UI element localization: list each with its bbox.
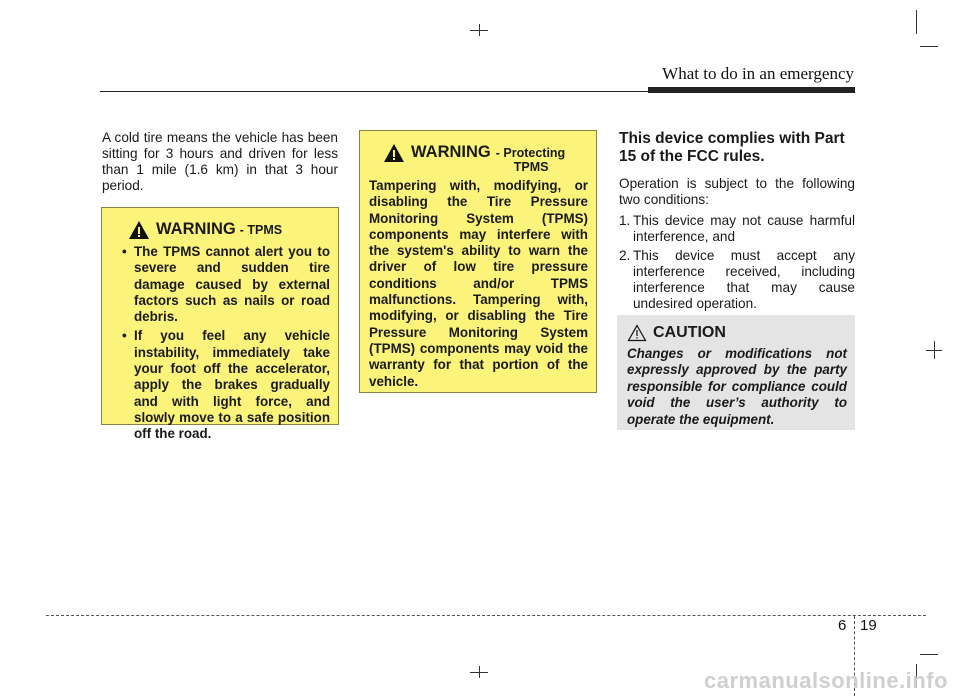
caution-text: Changes or modifications not expressly approved by the party responsible for compliance could void the user’s authority to operate the equipment. bbox=[627, 346, 847, 427]
warning-label: WARNING bbox=[411, 143, 491, 161]
fcc-heading: This device complies with Part 15 of the FCC rules. bbox=[619, 130, 845, 165]
warning-triangle-icon bbox=[383, 143, 405, 163]
list-item: • The TPMS cannot alert you to severe and sudden tire damage caused by external factors such as nails or road debris. bbox=[122, 244, 330, 325]
list-item: • If you feel any vehicle instability, immediately take your foot off the accelerator, apply the brakes gradually and with light force, and slowly move to a safe position off the road. bbox=[122, 328, 330, 442]
warning-label: WARNING bbox=[156, 220, 236, 238]
fcc-conditions-list bbox=[619, 213, 855, 312]
warning-subtitle: - TPMS bbox=[239, 223, 283, 237]
crop-mark bbox=[920, 46, 938, 47]
crop-mark bbox=[470, 672, 488, 673]
warning-subtitle: - Protecting TPMS bbox=[495, 146, 566, 174]
footer-rule bbox=[46, 615, 926, 616]
warning-tpms-list bbox=[112, 244, 330, 443]
warning-protecting-header bbox=[383, 143, 588, 174]
list-item: 2. This device must accept any interference received, including interference that may cause undesired operation. bbox=[619, 248, 855, 311]
cold-tire-paragraph: A cold tire means the vehicle has been sitting for 3 hours and driven for less than 1 mile (1.6 km) in that 3 hour period. bbox=[102, 130, 338, 193]
warning-triangle-icon bbox=[128, 220, 150, 240]
crop-mark bbox=[916, 10, 917, 34]
caution-label: CAUTION bbox=[653, 324, 726, 341]
list-item: 1. This device may not cause harmful interference, and bbox=[619, 213, 855, 244]
fcc-intro: Operation is subject to the following two conditions: bbox=[619, 176, 855, 207]
watermark: carmanualsonline.info bbox=[704, 668, 948, 693]
warning-tpms-box bbox=[101, 207, 339, 442]
header-rule-accent bbox=[648, 87, 855, 93]
warning-tpms-header bbox=[128, 220, 330, 240]
caution-header bbox=[627, 324, 847, 342]
fcc-section bbox=[619, 130, 855, 312]
warning-protecting-text: Tampering with, modifying, or disabling the Tire Pressure Monitoring System (TPMS) components may interfere with the system's ability to warn the driver of low tire pressure conditions and/or TPMS malfunctions. Tampering with, modifying, or disabling the Tire Pressure Monitoring System (TPMS) components may void the warranty for that portion of the vehicle. bbox=[369, 178, 588, 389]
caution-box bbox=[617, 315, 855, 430]
crop-mark bbox=[470, 30, 488, 31]
page-number: 19 bbox=[860, 617, 877, 634]
crop-mark bbox=[934, 341, 935, 359]
crop-mark bbox=[920, 654, 938, 655]
caution-triangle-icon bbox=[627, 324, 647, 342]
section-title: What to do in an emergency bbox=[662, 64, 854, 83]
chapter-number: 6 bbox=[838, 617, 847, 634]
warning-protecting-box bbox=[359, 130, 597, 393]
